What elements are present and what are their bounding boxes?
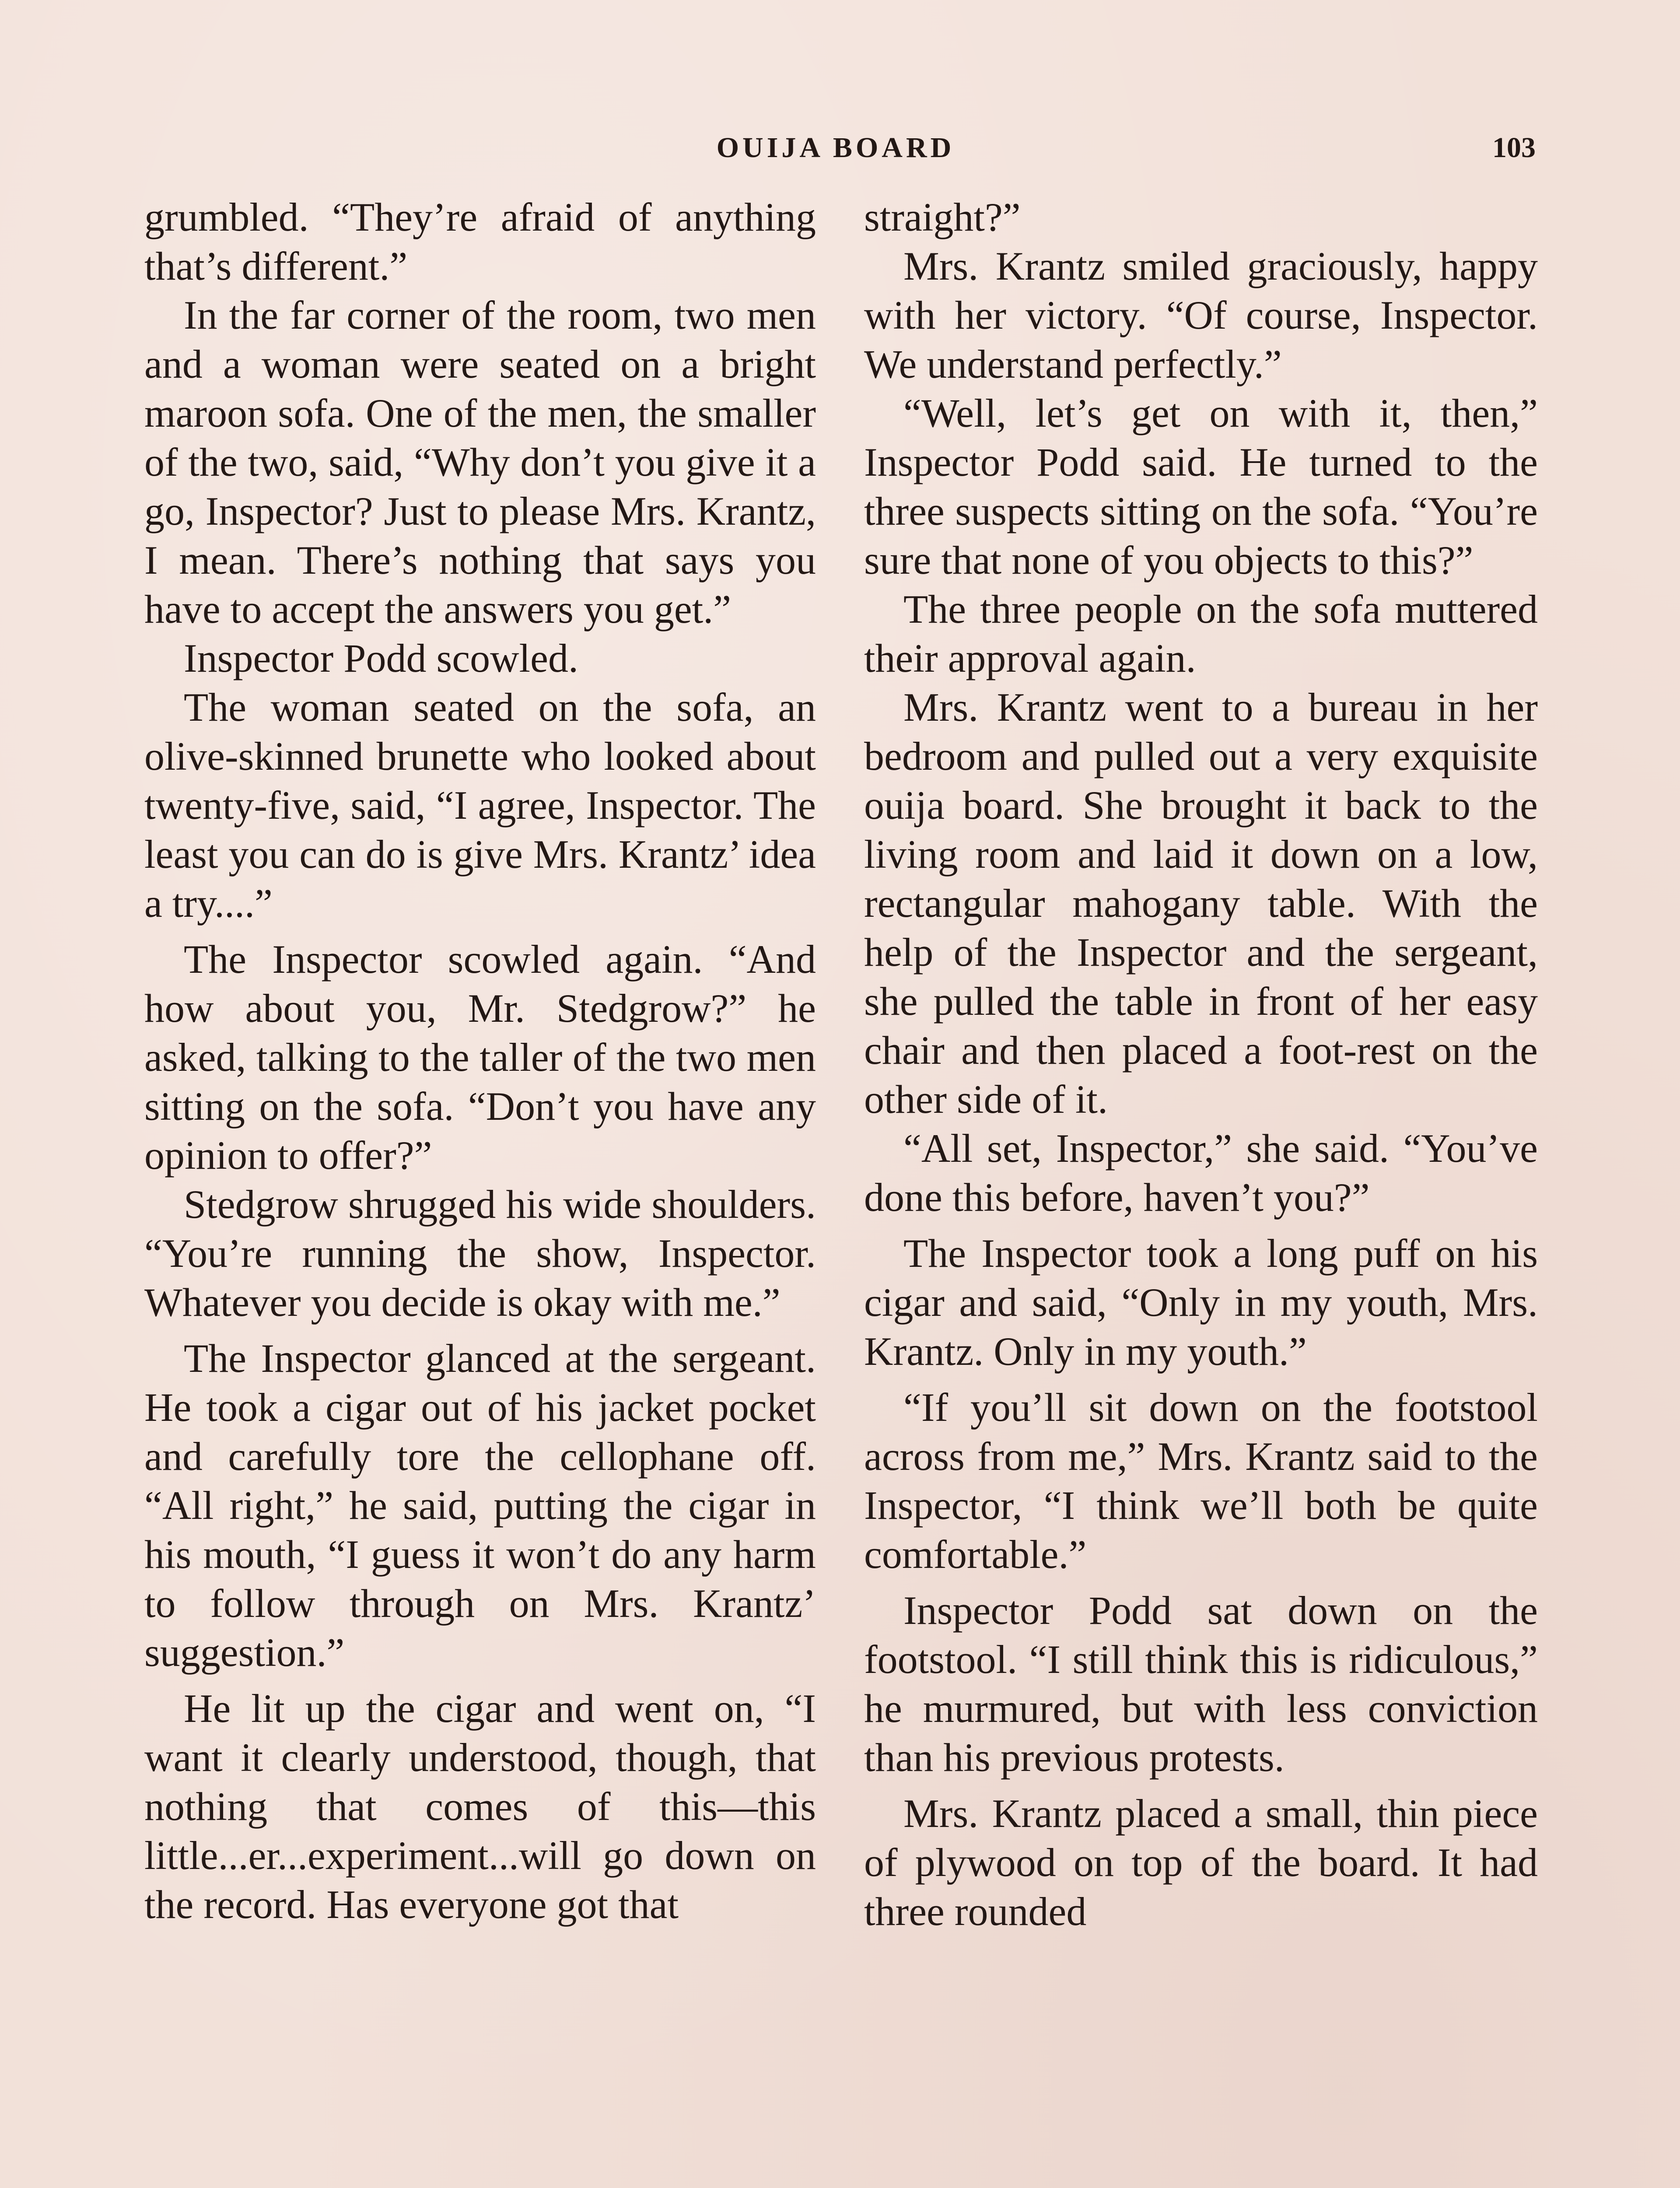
paragraph: The Inspector scowled again. “And how about you, Mr. Stedgrow?” he asked, talking to the taller of the two men sitting on the sofa. “Don’t you have any opinion to offer?” (144, 937, 816, 1178)
paragraph: He lit up the cigar and went on, “I want it clearly understood, though, that nothing that comes of this—this little...er...experiment...will go down on the record. Has everyone got that (144, 1686, 816, 1927)
paragraph: straight?” (864, 195, 1021, 239)
page-number: 103 (1492, 132, 1536, 164)
paragraph: “All set, Inspector,” she said. “You’ve done this before, haven’t you?” (864, 1126, 1538, 1220)
paragraph: Stedgrow shrugged his wide shoulders. “You’re running the show, Inspector. Whatever you decide is okay with me.” (144, 1182, 816, 1325)
paragraph: The Inspector took a long puff on his cigar and said, “Only in my youth, Mrs. Krantz. Only in my youth.” (864, 1231, 1538, 1374)
paragraph: “If you’ll sit down on the footstool across from me,” Mrs. Krantz said to the Inspector, “I think we’ll both be quite comfortable.” (864, 1385, 1538, 1577)
running-title: OUIJA BOARD (716, 132, 955, 164)
paragraph: Inspector Podd sat down on the footstool. “I still think this is ridiculous,” he murmured, but with less conviction than his previous protests. (864, 1588, 1538, 1780)
paragraph: Inspector Podd scowled. (184, 636, 578, 680)
paragraph: The woman seated on the sofa, an olive-skinned brunette who looked about twenty-five, said, “I agree, Inspector. The least you can do is give Mrs. Krantz’ idea a try....” (144, 685, 816, 926)
paragraph: The three people on the sofa muttered their approval again. (864, 587, 1538, 680)
paragraph: The Inspector glanced at the sergeant. He took a cigar out of his jacket pocket and carefully tore the cellophane off. “All right,” he said, putting the cigar in his mouth, “I guess it won’t do any harm to follow through on Mrs. Krantz’ suggestion.” (144, 1336, 816, 1675)
right-column (864, 193, 1538, 1936)
paragraph: In the far corner of the room, two men and a woman were seated on a bright maroon sofa. One of the men, the smaller of the two, said, “Why don’t you give it a go, Inspector? Just to please Mrs. Krantz, I mean. There’s nothing that says you have to accept the answers you get.” (144, 293, 816, 631)
paragraph: Mrs. Krantz smiled graciously, happy with her victory. “Of course, Inspector. We understand perfectly.” (864, 244, 1538, 386)
paragraph: Mrs. Krantz placed a small, thin piece of plywood on top of the board. It had three rounded (864, 1791, 1538, 1934)
paragraph: “Well, let’s get on with it, then,” Inspector Podd said. He turned to the three suspects sitting on the sofa. “You’re sure that none of you objects to this?” (864, 391, 1538, 582)
paragraph: Mrs. Krantz went to a bureau in her bedroom and pulled out a very exquisite ouija board. She brought it back to the living room and laid it down on a low, rectangular mahogany table. With the help of the Inspector and the sergeant, she pulled the table in front of her easy chair and then placed a foot-rest on the other side of it. (864, 685, 1538, 1122)
left-column (144, 193, 816, 1929)
paragraph: grumbled. “They’re afraid of anything that’s different.” (144, 195, 816, 288)
